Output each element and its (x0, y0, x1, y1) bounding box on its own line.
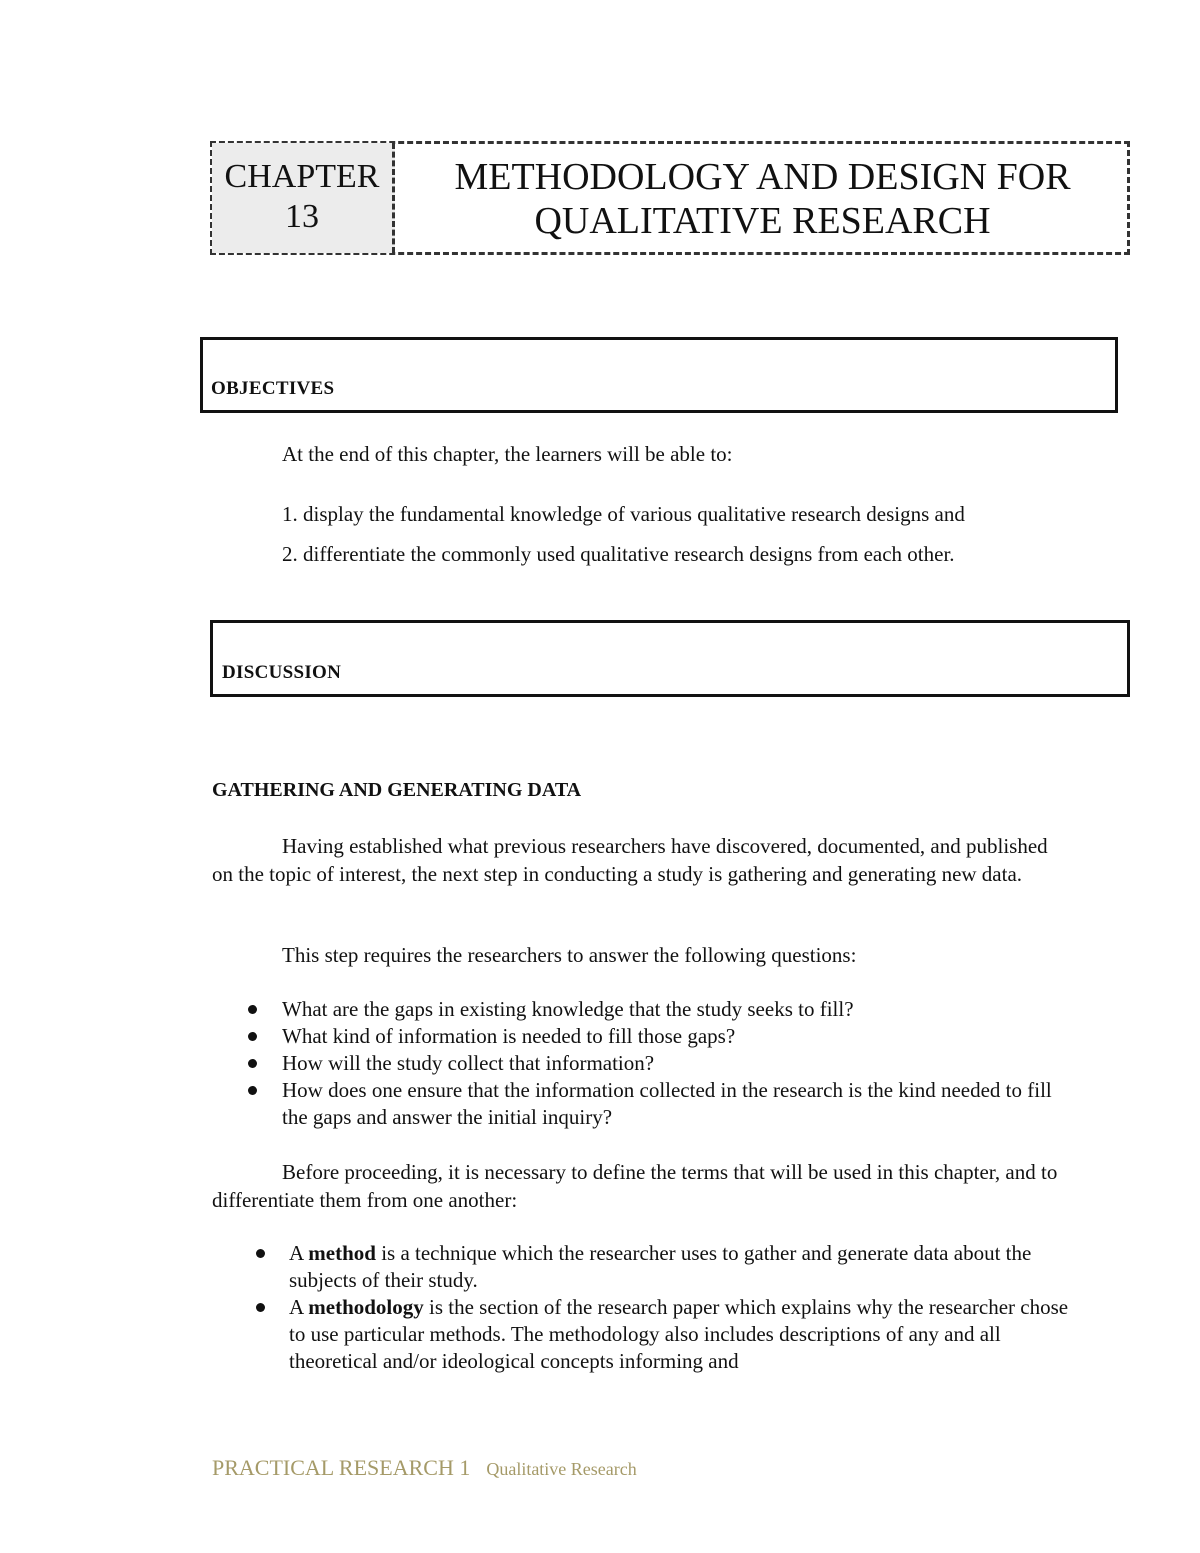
paragraph-intro: Having established what previous researchers have discovered, documented, and published on the topic of interest, the next step in conducting a study is gathering and generating new data. (212, 834, 1048, 886)
questions-list (282, 996, 1072, 1131)
chapter-title-line-1: METHODOLOGY AND DESIGN FOR (454, 156, 1071, 198)
definitions-list (289, 1240, 1079, 1375)
bullet-icon (248, 1032, 257, 1041)
question-text: What kind of information is needed to fill those gaps? (282, 1024, 736, 1048)
question-text: What are the gaps in existing knowledge that the study seeks to fill? (282, 997, 854, 1021)
objective-item-2: 2. differentiate the commonly used qualitative research designs from each other. (282, 542, 955, 566)
definition-term: methodology (308, 1295, 424, 1319)
list-item (282, 1023, 1072, 1050)
footer-subject: Qualitative Research (486, 1459, 637, 1479)
definition-prefix: A (289, 1241, 309, 1265)
definition-prefix: A (289, 1295, 309, 1319)
bullet-icon (248, 1059, 257, 1068)
list-item (289, 1294, 1079, 1375)
bullet-icon (256, 1303, 265, 1312)
bullet-icon (248, 1086, 257, 1095)
chapter-title (400, 143, 1125, 253)
chapter-title-line-2: QUALITATIVE RESEARCH (534, 200, 991, 242)
objectives-intro: At the end of this chapter, the learners will be able to: (282, 442, 733, 466)
objective-item-1: 1. display the fundamental knowledge of various qualitative research designs and (282, 502, 965, 526)
discussion-box (210, 620, 1130, 697)
objectives-heading: OBJECTIVES (211, 378, 335, 399)
discussion-heading: DISCUSSION (222, 662, 342, 683)
definition-text: is the section of the research paper which explains why the researcher chose to use particular methods. The methodology also includes descriptions of any and all theoretical and/or ideological concepts informing and (289, 1295, 1069, 1373)
paragraph-definitions-intro: Before proceeding, it is necessary to define the terms that will be used in this chapter, and to differentiate them from one another: (212, 1160, 1058, 1212)
question-text: How does one ensure that the information collected in the research is the kind needed to fill the gaps and answer the initial inquiry? (282, 1078, 1052, 1129)
objectives-box (200, 337, 1118, 413)
bullet-icon (248, 1005, 257, 1014)
definition-text: is a technique which the researcher uses to gather and generate data about the subjects of their study. (289, 1241, 1032, 1292)
list-item (289, 1240, 1079, 1294)
bullet-icon (256, 1249, 265, 1258)
list-item (282, 1077, 1072, 1131)
question-text: How will the study collect that information? (282, 1051, 655, 1075)
page-footer (212, 1455, 637, 1481)
chapter-number-label (212, 143, 395, 253)
footer-course: PRACTICAL RESEARCH 1 (212, 1455, 471, 1480)
section-heading: GATHERING AND GENERATING DATA (212, 779, 582, 801)
paragraph-questions-intro: This step requires the researchers to answer the following questions: (282, 943, 857, 967)
list-item (282, 1050, 1072, 1077)
list-item (282, 996, 1072, 1023)
definition-term: method (308, 1241, 376, 1265)
chapter-label-word: CHAPTER (224, 158, 380, 195)
chapter-label-number: 13 (285, 198, 319, 235)
